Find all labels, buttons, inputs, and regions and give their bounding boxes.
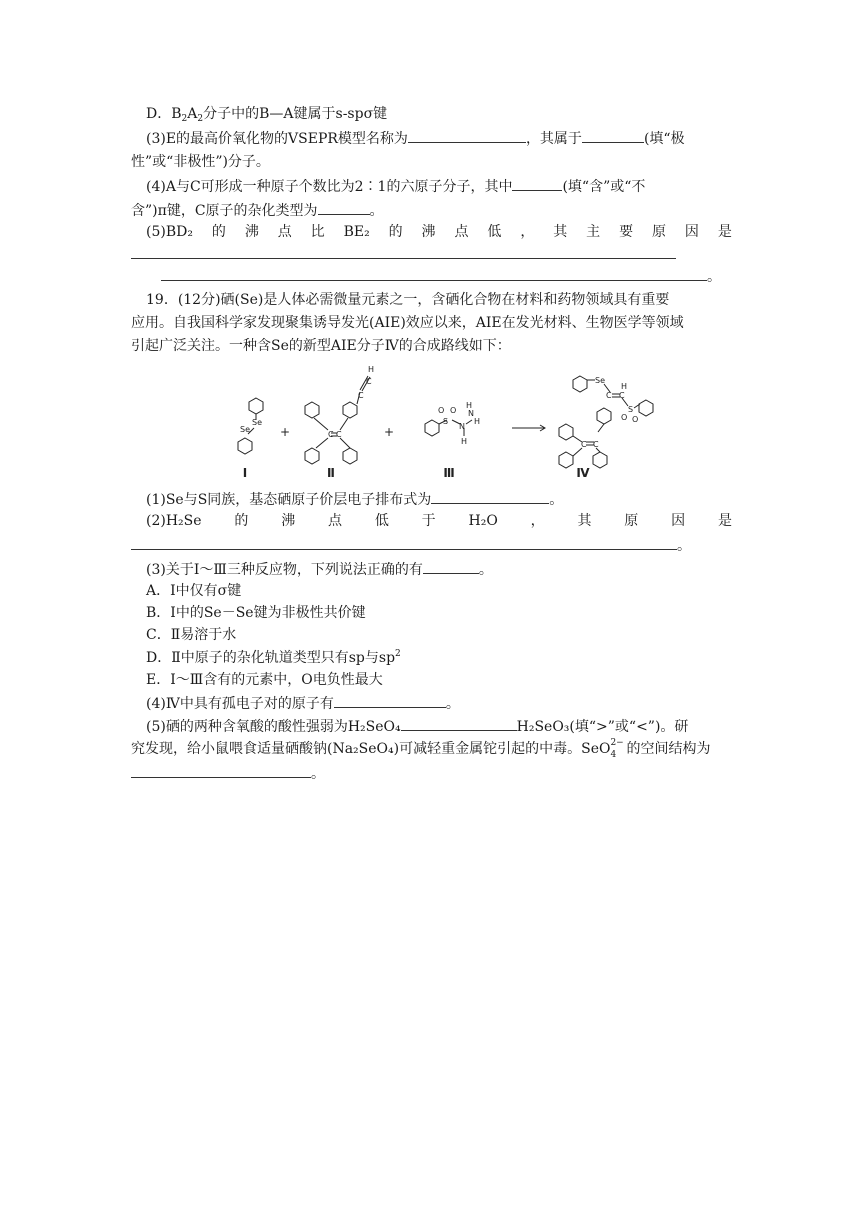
q19-option-b: B．Ⅰ中的Se－Se键为非极性共价键: [146, 605, 366, 621]
benzene-ring-icon: [425, 420, 439, 436]
atom-label: O: [632, 415, 639, 424]
answer-blank[interactable]: [318, 200, 370, 215]
benzene-ring-icon: [305, 402, 319, 418]
benzene-ring-icon: [593, 452, 607, 468]
q18-part4-line2: 含”)π键，C原子的杂化类型为 。: [131, 200, 384, 221]
atom-label: O: [621, 413, 628, 422]
benzene-ring-icon: [597, 408, 611, 424]
benzene-ring-icon: [249, 398, 263, 414]
compound-label-3: Ⅲ: [443, 466, 455, 480]
plus-sign: +: [384, 425, 395, 439]
answer-blank[interactable]: [131, 535, 677, 550]
answer-blank[interactable]: [334, 693, 446, 708]
q18-part3-line2: 性”或“非极性”)分子。: [131, 154, 270, 170]
q18-option-d: D．$B_2A_2$分子中的B—A键属于s-spσ键: [146, 106, 388, 124]
benzene-ring-icon: [559, 424, 573, 440]
q19-option-c: C．Ⅱ易溶于水: [146, 627, 237, 643]
answer-blank[interactable]: [582, 128, 644, 143]
atom-label: H: [466, 401, 473, 410]
atom-label: C: [606, 391, 612, 400]
atom-label: S: [443, 417, 449, 426]
answer-blank[interactable]: [408, 128, 526, 143]
answer-blank[interactable]: [161, 266, 707, 281]
atom-label: C: [328, 430, 334, 439]
q19-intro-line2: 应用。自我国科学家发现聚集诱导发光(AIE)效应以来，AIE在发光材料、生物医学等领域: [131, 315, 684, 331]
benzene-ring-icon: [343, 402, 357, 418]
atom-label: C: [336, 430, 342, 439]
answer-line[interactable]: [131, 258, 676, 259]
answer-blank[interactable]: [512, 176, 562, 191]
atom-label: C: [366, 377, 372, 386]
atom-label: H: [621, 382, 628, 391]
q19-option-e: E．Ⅰ～Ⅲ含有的元素中，O电负性最大: [146, 672, 383, 688]
q19-option-d: D．Ⅱ中原子的杂化轨道类型只有sp与$sp^2$: [146, 649, 401, 666]
q19-part1: (1)Se与S同族，基态硒原子价层电子排布式为 。: [146, 489, 563, 510]
q19-part2-line1: (2)H₂Se 的 沸 点 低 于 H₂O ， 其 原 因 是: [146, 513, 732, 529]
compound-label-4: Ⅳ: [576, 466, 590, 480]
atom-label: N: [468, 409, 474, 418]
atom-label: C: [358, 391, 364, 400]
atom-label: Se: [240, 425, 250, 434]
answer-blank[interactable]: [401, 716, 517, 731]
benzene-ring-icon: [238, 438, 252, 454]
answer-blank[interactable]: [431, 489, 549, 504]
q19-part3: (3)关于Ⅰ～Ⅲ三种反应物，下列说法正确的有 。: [146, 559, 493, 580]
benzene-ring-icon: [559, 452, 573, 468]
q18-part5-line1: (5)BD₂ 的 沸 点 比 BE₂ 的 沸 点 低 ， 其 主 要 原 因 是: [146, 224, 732, 240]
benzene-ring-icon: [305, 448, 319, 464]
benzene-ring-icon: [639, 400, 653, 416]
atom-label: H: [461, 437, 468, 446]
atom-label: C: [619, 391, 625, 400]
benzene-ring-icon: [343, 448, 357, 464]
atom-label: C: [581, 440, 587, 449]
q19-option-a: A．Ⅰ中仅有σ键: [146, 583, 242, 599]
q18-part3-line1: (3)E的最高价氧化物的VSEPR模型名称为 ，其属于 (填“极: [146, 128, 685, 149]
atom-label: H: [474, 417, 481, 426]
atom-label: S: [628, 405, 634, 414]
atom-label: O: [450, 406, 457, 415]
q19-intro-line1: 19．(12分)硒(Se)是人体必需微量元素之一，含硒化合物在材料和药物领域具有重要: [146, 292, 670, 308]
q18-part5-line3: 。: [161, 266, 721, 287]
q19-part5-line3: 。: [131, 763, 325, 784]
atom-label: Se: [252, 418, 262, 427]
q19-part5-line2: 究发现，给小鼠喂食适量硒酸钠(Na₂SeO₄)可减轻重金属铊引起的中毒。SeO 2− 4 的空间结构为: [131, 738, 711, 760]
plus-sign: +: [280, 425, 291, 439]
answer-blank[interactable]: [423, 559, 479, 574]
q19-part4: (4)Ⅳ中具有孤电子对的原子有 。: [146, 693, 460, 714]
atom-label: Se: [595, 376, 605, 385]
reaction-scheme: [200, 358, 670, 480]
compound-label-2: Ⅱ: [327, 466, 335, 480]
atom-label: C: [593, 440, 599, 449]
benzene-ring-icon: [573, 376, 587, 392]
q19-intro-line3: 引起广泛关注。一种含Se的新型AIE分子Ⅳ的合成路线如下：: [131, 338, 511, 354]
synthesis-route-figure: [200, 358, 670, 480]
atom-label: N: [459, 422, 465, 431]
atom-label: O: [438, 406, 445, 415]
answer-blank[interactable]: [131, 763, 311, 778]
q18-part4-line1: (4)A与C可形成一种原子个数比为2∶1的六原子分子，其中 (填“含”或“不: [146, 176, 645, 197]
q19-part5-line1: (5)硒的两种含氧酸的酸性强弱为H₂SeO₄ H₂SeO₃(填“>”或“<”)。研: [146, 716, 688, 737]
q19-part2-line2: 。: [131, 535, 691, 556]
atom-label: H: [368, 365, 375, 374]
compound-label-1: Ⅰ: [242, 466, 248, 480]
